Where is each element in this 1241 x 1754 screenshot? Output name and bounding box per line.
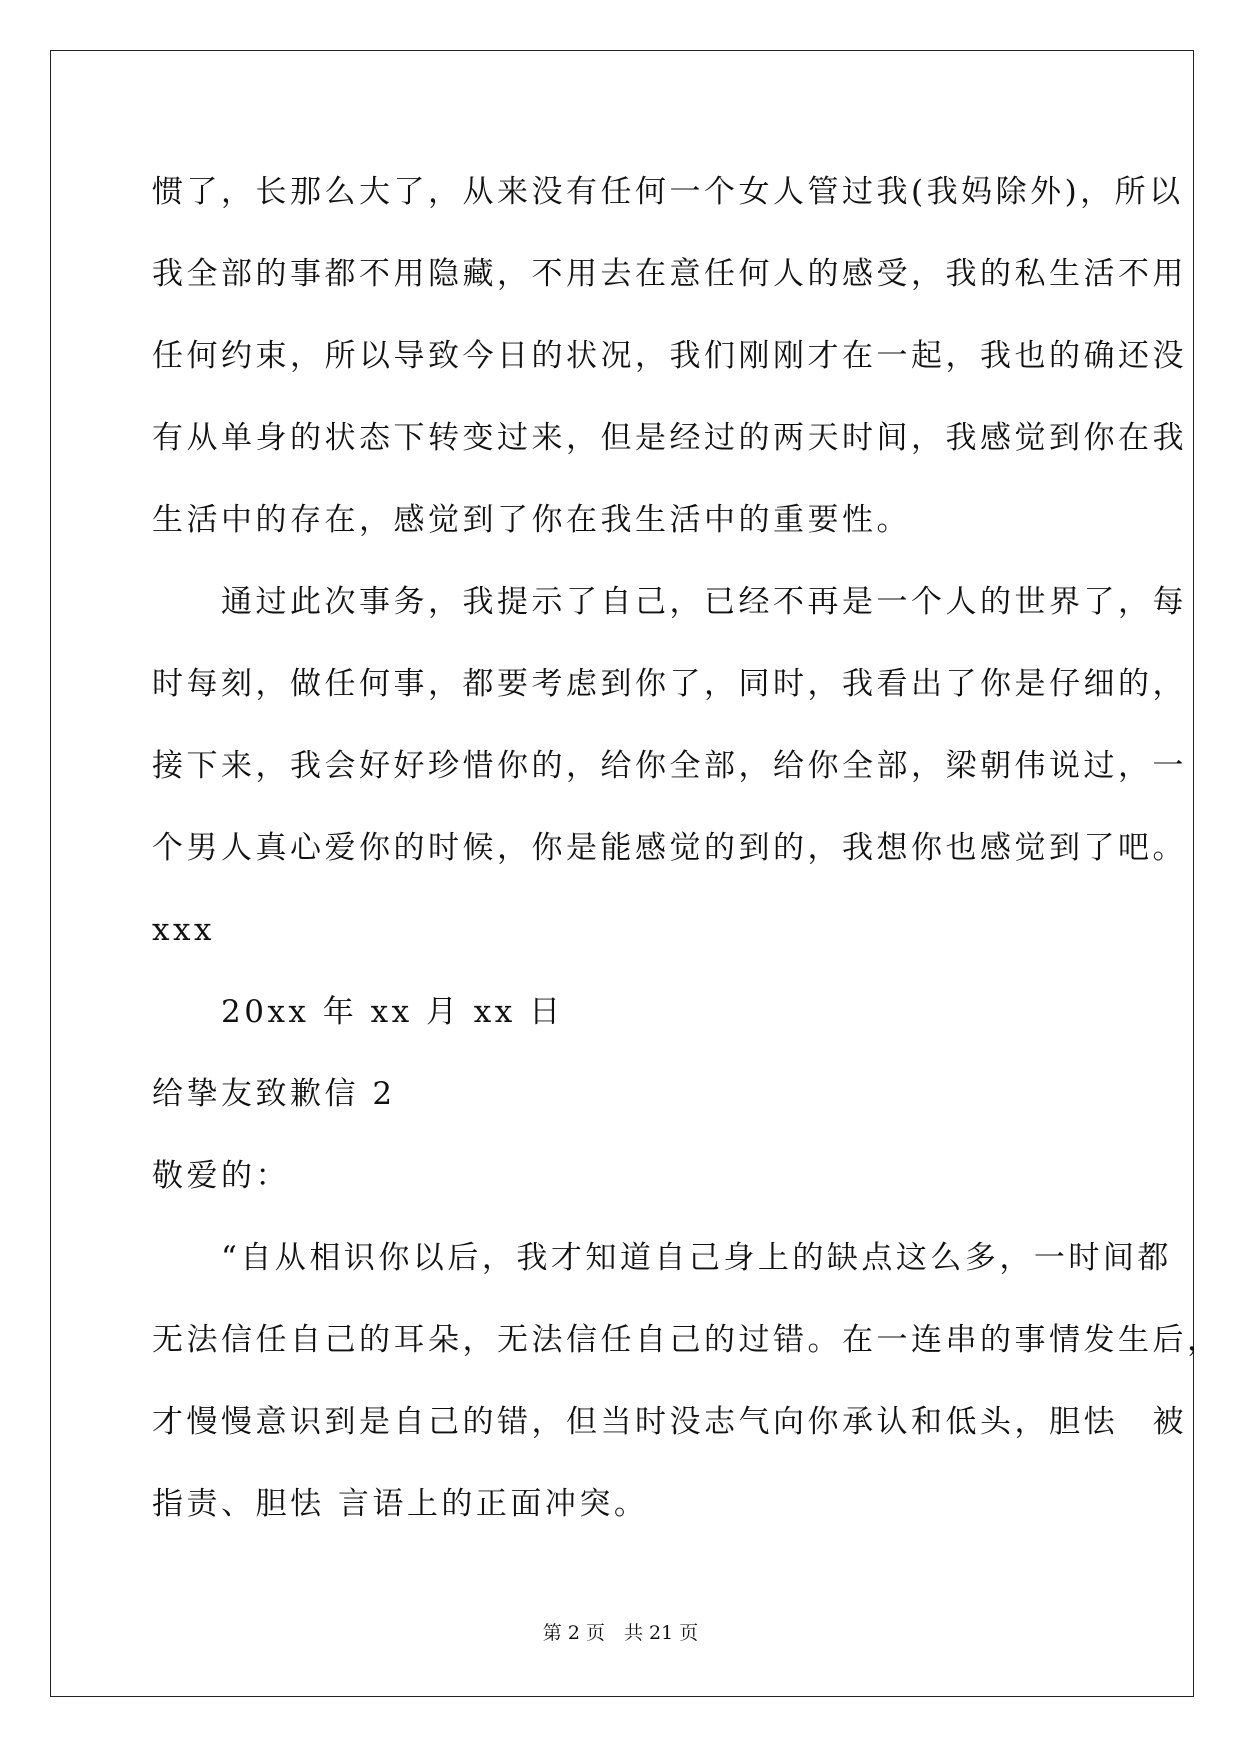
text-line: 个男人真心爱你的时候，你是能感觉的到的，我想你也感觉到了吧。 <box>152 830 1187 866</box>
text-line: 我全部的事都不用隐藏，不用去在意任何人的感受，我的私生活不用 <box>152 256 1187 292</box>
text-line: “自从相识你以后，我才知道自己身上的缺点这么多，一时间都 <box>152 1240 1172 1276</box>
text-line: 接下来，我会好好珍惜你的，给你全部，给你全部，梁朝伟说过，一 <box>152 748 1187 784</box>
text-line: 才慢慢意识到是自己的错，但当时没志气向你承认和低头，胆怯 被 <box>152 1404 1187 1440</box>
text-line: 任何约束，所以导致今日的状况，我们刚刚才在一起，我也的确还没 <box>152 338 1187 374</box>
text-line: 指责、胆怯 言语上的正面冲突。 <box>152 1486 649 1522</box>
salutation: 敬爱的： <box>152 1158 290 1194</box>
text-line: 惯了，长那么大了，从来没有任何一个女人管过我(我妈除外)，所以 <box>152 174 1184 210</box>
text-line: 时每刻，做任何事，都要考虑到你了，同时，我看出了你是仔细的， <box>152 666 1187 702</box>
signature: xxx <box>152 912 215 948</box>
page-number: 第 2 页 共 21 页 <box>542 1622 699 1644</box>
date-line: 20xx 年 xx 月 xx 日 <box>152 994 564 1030</box>
page-border <box>50 50 1194 1697</box>
section-title: 给挚友致歉信 2 <box>152 1076 396 1112</box>
text-line: 无法信任自己的耳朵，无法信任自己的过错。在一连串的事情发生后， <box>152 1322 1222 1358</box>
text-line: 通过此次事务，我提示了自己，已经不再是一个人的世界了，每 <box>152 584 1187 620</box>
text-line: 生活中的存在，感觉到了你在我生活中的重要性。 <box>152 502 911 538</box>
text-line: 有从单身的状态下转变过来，但是经过的两天时间，我感觉到你在我 <box>152 420 1187 456</box>
